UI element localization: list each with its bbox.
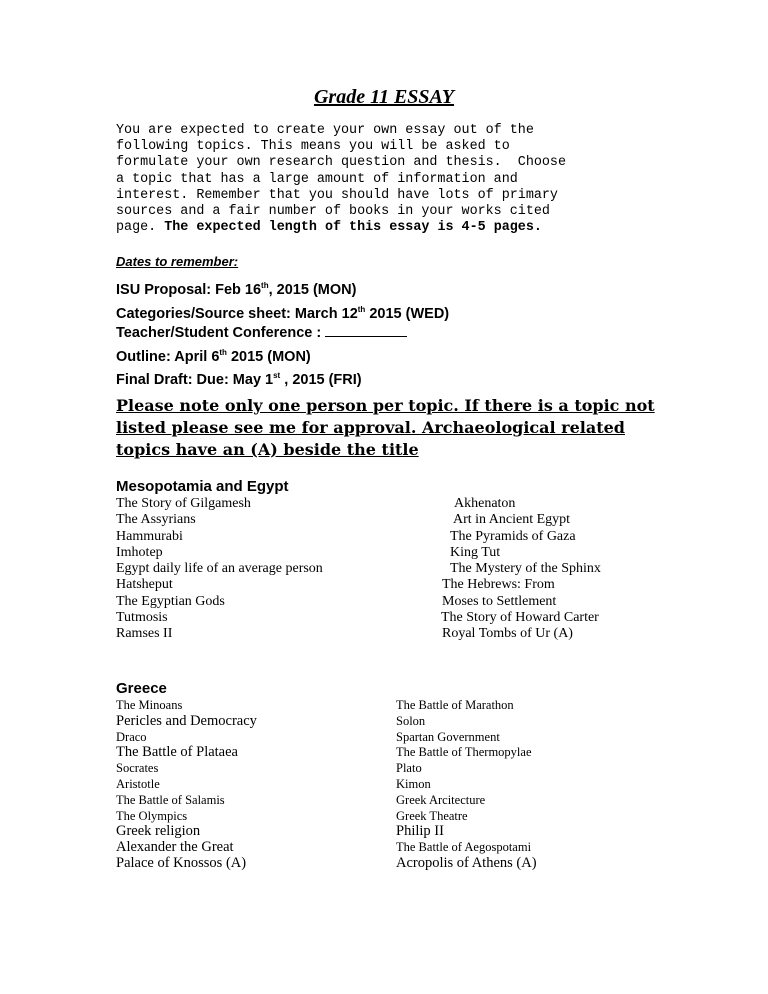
topic-item: The Olympics	[116, 808, 188, 823]
topic-item: The Minoans	[116, 698, 183, 712]
topic-item: Aristotle	[116, 776, 160, 791]
topic-note: Please note only one person per topic. If there is a topic not listed please see me for approval. Archaeological related topics have an (A) beside the title	[116, 396, 655, 459]
date-conference	[116, 324, 449, 343]
topic-item: Greek religion	[116, 823, 201, 840]
dates-heading: Dates to remember:	[116, 254, 239, 269]
date-label: Outline: April 6	[116, 348, 220, 365]
topic-item: The Pyramids of Gaza	[450, 528, 576, 544]
date-final-draft	[116, 366, 449, 390]
topic-item: The Battle of Aegospotami	[396, 840, 532, 855]
intro-paragraph	[116, 123, 566, 236]
topic-item: The Assyrians	[116, 512, 196, 528]
topic-item: Kimon	[396, 776, 431, 791]
date-isu-proposal	[116, 276, 449, 300]
topic-item: The Mystery of the Sphinx	[450, 561, 601, 577]
topic-item: The Story of Gilgamesh	[116, 496, 251, 511]
topic-item: Hammurabi	[116, 528, 183, 544]
section-heading-mesopotamia: Mesopotamia and Egypt	[116, 478, 289, 495]
topic-list-mesopotamia-left	[116, 496, 323, 643]
topic-item: Greek Arcitecture	[396, 792, 486, 807]
topic-item: The Battle of Plataea	[116, 744, 238, 761]
intro-line: You are expected to create your own essay out of the	[116, 123, 534, 138]
topic-item: Draco	[116, 729, 147, 744]
topic-item: Egypt daily life of an average person	[116, 561, 323, 577]
date-suffix: th	[357, 304, 366, 314]
date-suffix: th	[219, 347, 227, 357]
intro-text: page.	[116, 220, 157, 236]
date-rest: 2015 (WED)	[365, 305, 450, 322]
topic-item: Palace of Knossos (A)	[116, 854, 247, 871]
topic-item: Solon	[396, 713, 426, 728]
topic-list-greece-right	[396, 698, 537, 872]
date-rest: , 2015 (MON)	[268, 281, 357, 298]
intro-line: following topics. This means you will be asked to	[116, 139, 510, 155]
section-heading-greece: Greece	[116, 680, 167, 697]
date-suffix: th	[261, 281, 269, 290]
topic-item: The Battle of Salamis	[116, 792, 225, 807]
topic-item: Greek Theatre	[396, 808, 468, 823]
topic-item: Royal Tombs of Ur (A)	[442, 626, 573, 642]
date-label: Final Draft: Due: May 1	[116, 372, 274, 389]
topic-item: King Tut	[450, 544, 501, 560]
intro-line: sources and a fair number of books in your works cited	[116, 204, 550, 220]
date-label: Categories/Source sheet: March 12	[116, 305, 358, 322]
intro-line-last	[116, 220, 566, 236]
topic-item: Tutmosis	[116, 610, 168, 626]
date-label: ISU Proposal: Feb 16	[116, 281, 262, 298]
intro-line: a topic that has a large amount of information and	[116, 171, 518, 187]
topic-item: Art in Ancient Egypt	[453, 512, 571, 528]
dates-list	[116, 276, 449, 390]
topic-item: Moses to Settlement	[442, 593, 557, 609]
page-length-requirement: The expected length of this essay is 4-5 pages.	[164, 220, 542, 236]
date-outline	[116, 343, 449, 367]
blank-fill-line	[325, 324, 407, 337]
topic-item: Akhenaton	[454, 496, 516, 511]
topic-item: Pericles and Democracy	[116, 712, 257, 729]
date-suffix: st	[273, 371, 281, 381]
date-rest: , 2015 (FRI)	[280, 372, 362, 389]
topic-item: Socrates	[116, 761, 159, 776]
topic-item: The Hebrews: From	[442, 577, 555, 593]
intro-line: interest. Remember that you should have lots of primary	[116, 187, 558, 203]
topic-list-mesopotamia-right	[441, 496, 601, 643]
date-rest: 2015 (MON)	[226, 348, 311, 365]
date-categories-source	[116, 300, 449, 324]
topic-item: The Battle of Thermopylae	[396, 745, 532, 760]
topic-item: Plato	[396, 761, 422, 776]
topic-item: Spartan Government	[396, 729, 500, 744]
topic-item: Acropolis of Athens (A)	[396, 854, 537, 871]
topic-item: Ramses II	[116, 626, 173, 642]
page-title: Grade 11 ESSAY	[313, 86, 455, 108]
topic-item: Imhotep	[116, 544, 163, 560]
topic-item: Philip II	[396, 823, 444, 840]
intro-line: formulate your own research question and thesis. Choose	[116, 155, 566, 171]
topic-item: Alexander the Great	[116, 839, 234, 856]
topic-item: The Story of Howard Carter	[441, 610, 599, 626]
date-label: Teacher/Student Conference :	[116, 324, 326, 341]
topic-list-greece-left	[116, 698, 257, 872]
topic-item: The Egyptian Gods	[116, 593, 225, 609]
topic-item: The Battle of Marathon	[396, 698, 514, 712]
topic-item: Hatsheput	[116, 577, 173, 593]
